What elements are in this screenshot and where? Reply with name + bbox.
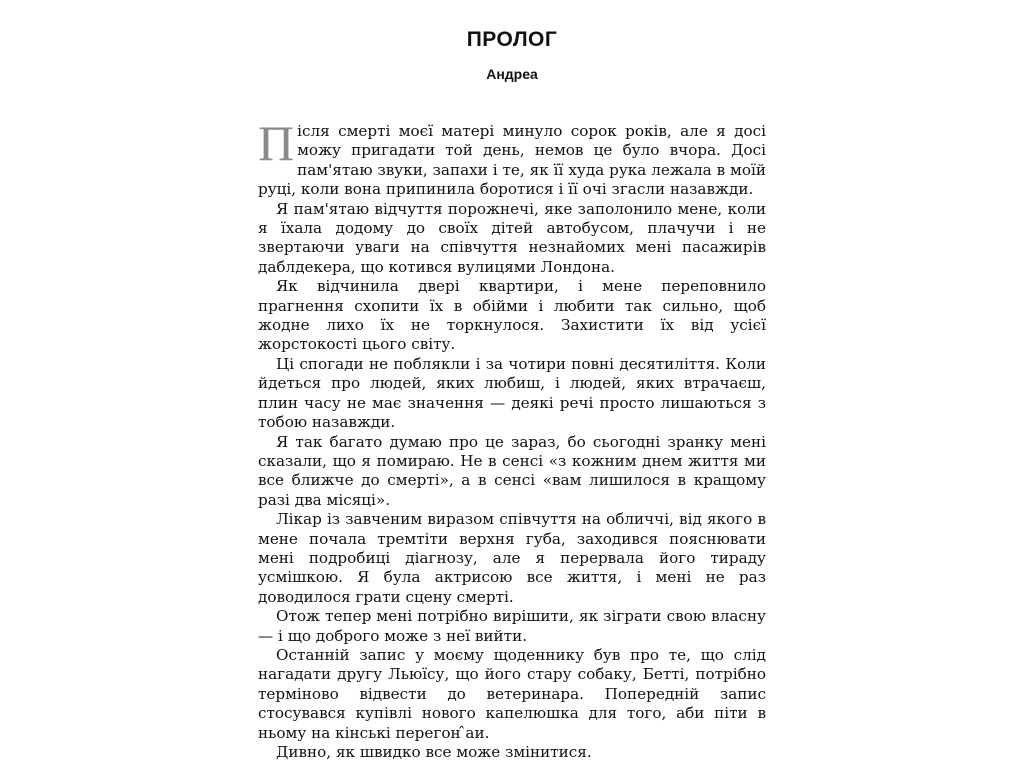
chapter-body xyxy=(258,115,766,762)
paragraph-4: Ці спогади не поблякли і за чотири повні десятиліття. Коли йдеться про людей, яких любиш, і людей, яких втрачаєш, плин часу не має значення — деякі речі просто лишаються з тобою назавжди. xyxy=(258,354,766,432)
paragraph-5: Я так багато думаю про це зараз, бо сьогодні зранку мені сказали, що я помираю. Не в сенсі «з кожним днем життя ми все ближче до смерті», а в сенсі «вам лишилося в кращому разі два місяці». xyxy=(258,432,766,509)
paragraph-3: Як відчинила двері квартири, і мене переповнило прагнення схопити їх в обійми і любити так сильно, щоб жодне лихо їх не торкнулося. Захистити їх від усієї жорстокості цього світу. xyxy=(258,277,766,354)
paragraph-2: Я пам'ятаю відчуття порожнечі, яке заполонило мене, коли я їхала додому до своїх дітей автобусом, плачучи і не звертаючи уваги на співчуття незнайомих мені пасажирів даблдекера, що котився вулицями Лондона. xyxy=(258,199,766,276)
paragraph-8: Останній запис у моєму щоденнику був про те, що слід нагадати другу Льюїсу, що його стару собаку, Бетті, потрібно терміново відвести до ветеринара. Попередній запис стосувався купівлі нового капелюшка для того, аби піти в ньому на кінські перегон ̂аи. xyxy=(258,645,766,742)
drop-cap: П xyxy=(258,115,295,171)
paragraph-7: Отож тепер мені потрібно вирішити, як зіграти свою власну — і що доброго може з неї вийти. xyxy=(258,607,766,645)
chapter-title: ПРОЛОГ xyxy=(466,28,558,51)
paragraph-6: Лікар із завченим виразом співчуття на обличчі, від якого в мене почала тремтіти верхня губа, заходився пояснювати мені подробиці діагнозу, але я перервала його тираду усмішкою. Я була актрисою все життя, і мені не раз доводилося грати сцену смерті. xyxy=(258,510,766,606)
paragraph-1-text: ісля смерті моєї матері минуло сорок років, але я досі можу пригадати той день, немов це було вчора. Досі пам'ятаю звуки, запахи і те, як її худа рука лежала в моїй руці, коли вона припинила боротися і її очі згасли назавжди. xyxy=(258,122,766,199)
paragraph-1 xyxy=(258,115,766,200)
paragraph-9: Дивно, як швидко все може змінитися. xyxy=(276,743,592,761)
chapter-subtitle: Андреа xyxy=(486,66,538,82)
